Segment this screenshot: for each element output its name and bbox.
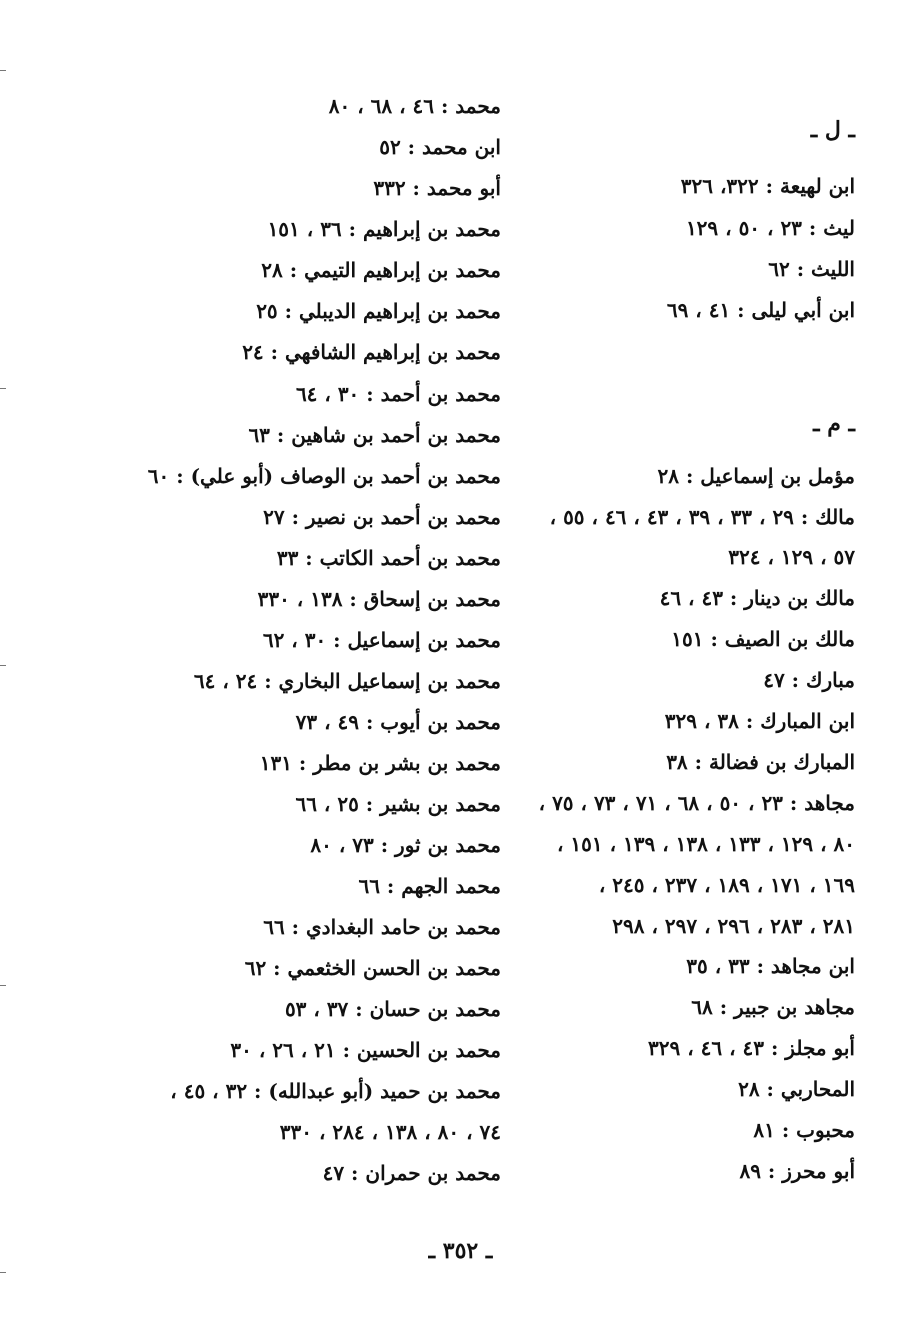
index-entry: ابن محمد : ٥٢	[379, 135, 501, 159]
index-entry: أبو محرز : ٨٩	[739, 1159, 855, 1183]
index-entry: محمد بن حمران : ٤٧	[322, 1161, 501, 1185]
index-entry: محمد بن أحمد بن شاهين : ٦٣	[248, 423, 501, 447]
index-entry: محمد بن حسان : ٣٧ ، ٥٣	[284, 997, 501, 1021]
index-entry: محمد بن أيوب : ٤٩ ، ٧٣	[295, 710, 501, 734]
index-entry: ابن أبي ليلى : ٤١ ، ٦٩	[666, 298, 855, 322]
margin-mark	[0, 388, 6, 389]
index-entry: مجاهد : ٢٣ ، ٥٠ ، ٦٨ ، ٧١ ، ٧٣ ، ٧٥ ،	[538, 791, 855, 815]
index-entry: مالك بن الصيف : ١٥١	[671, 627, 855, 651]
index-entry: ١٦٩ ، ١٧١ ، ١٨٩ ، ٢٣٧ ، ٢٤٥ ،	[598, 873, 855, 897]
index-entry: ٨٠ ، ١٢٩ ، ١٣٣ ، ١٣٨ ، ١٣٩ ، ١٥١ ،	[556, 832, 855, 856]
index-entry: ٧٤ ، ٨٠ ، ١٣٨ ، ٢٨٤ ، ٣٣٠	[279, 1120, 501, 1144]
index-entry: محمد بن حميد (أبو عبدالله) : ٣٢ ، ٤٥ ،	[170, 1079, 501, 1103]
index-entry: أبو مجلز : ٤٣ ، ٤٦ ، ٣٢٩	[648, 1036, 855, 1060]
index-entry: محمد بن إسماعيل : ٣٠ ، ٦٢	[262, 628, 501, 652]
index-entry: محمد بن حامد البغدادي : ٦٦	[263, 915, 501, 939]
page-number: ـ ٣٥٢ ـ	[428, 1238, 493, 1264]
index-entry: مؤمل بن إسماعيل : ٢٨	[657, 464, 855, 488]
index-entry: محمد بن الحسين : ٢١ ، ٢٦ ، ٣٠	[230, 1038, 501, 1062]
margin-mark	[0, 665, 6, 666]
index-entry: ليث : ٢٣ ، ٥٠ ، ١٢٩	[685, 216, 855, 240]
index-entry: ٢٨١ ، ٢٨٣ ، ٢٩٦ ، ٢٩٧ ، ٢٩٨	[612, 914, 855, 938]
index-entry: محمد الجهم : ٦٦	[358, 874, 501, 898]
margin-mark	[0, 985, 6, 986]
index-entry: مجاهد بن جبير : ٦٨	[691, 995, 855, 1019]
index-entry: محمد بن إبراهيم : ٣٦ ، ١٥١	[267, 217, 501, 241]
index-entry: محمد بن أحمد : ٣٠ ، ٦٤	[295, 382, 501, 406]
index-entry: محمد : ٤٦ ، ٦٨ ، ٨٠	[328, 94, 501, 118]
section-heading: ـ ل ـ	[810, 117, 855, 143]
index-entry: محمد بن أحمد بن الوصاف (أبو علي) : ٦٠	[147, 464, 501, 488]
index-entry: محمد بن إسماعيل البخاري : ٢٤ ، ٦٤	[193, 669, 501, 693]
index-entry: المبارك بن فضالة : ٣٨	[666, 750, 855, 774]
section-heading: ـ م ـ	[813, 411, 855, 437]
index-entry: أبو محمد : ٣٣٢	[373, 176, 501, 200]
index-entry: المحاربي : ٢٨	[738, 1077, 855, 1101]
index-entry: ابن مجاهد : ٣٣ ، ٣٥	[686, 954, 855, 978]
index-entry: محمد بن إبراهيم الشافهي : ٢٤	[242, 340, 501, 364]
index-entry: محمد بن الحسن الخثعمي : ٦٢	[244, 956, 501, 980]
index-entry: مالك : ٢٩ ، ٣٣ ، ٣٩ ، ٤٣ ، ٤٦ ، ٥٥ ،	[549, 505, 855, 529]
index-entry: محمد بن ثور : ٧٣ ، ٨٠	[310, 833, 501, 857]
index-entry: الليث : ٦٢	[768, 257, 855, 281]
margin-mark	[0, 1272, 6, 1273]
index-entry: محمد بن إسحاق : ١٣٨ ، ٣٣٠	[257, 587, 501, 611]
index-entry: ٥٧ ، ١٢٩ ، ٣٢٤	[728, 545, 855, 569]
index-entry: ابن لهيعة : ٣٢٢، ٣٢٦	[680, 174, 855, 198]
index-entry: محمد بن أحمد بن نصير : ٢٧	[263, 505, 501, 529]
index-entry: محمد بن بشير : ٢٥ ، ٦٦	[295, 792, 501, 816]
index-entry: محمد بن إبراهيم الديبلي : ٢٥	[256, 299, 501, 323]
index-entry: محمد بن بشر بن مطر : ١٣١	[259, 751, 501, 775]
index-entry: محبوب : ٨١	[753, 1118, 855, 1142]
index-entry: مالك بن دينار : ٤٣ ، ٤٦	[659, 586, 855, 610]
index-entry: مبارك : ٤٧	[763, 668, 855, 692]
index-entry: محمد بن أحمد الكاتب : ٣٣	[276, 546, 501, 570]
margin-mark	[0, 70, 6, 71]
index-entry: ابن المبارك : ٣٨ ، ٣٢٩	[664, 709, 855, 733]
index-entry: محمد بن إبراهيم التيمي : ٢٨	[261, 258, 501, 282]
